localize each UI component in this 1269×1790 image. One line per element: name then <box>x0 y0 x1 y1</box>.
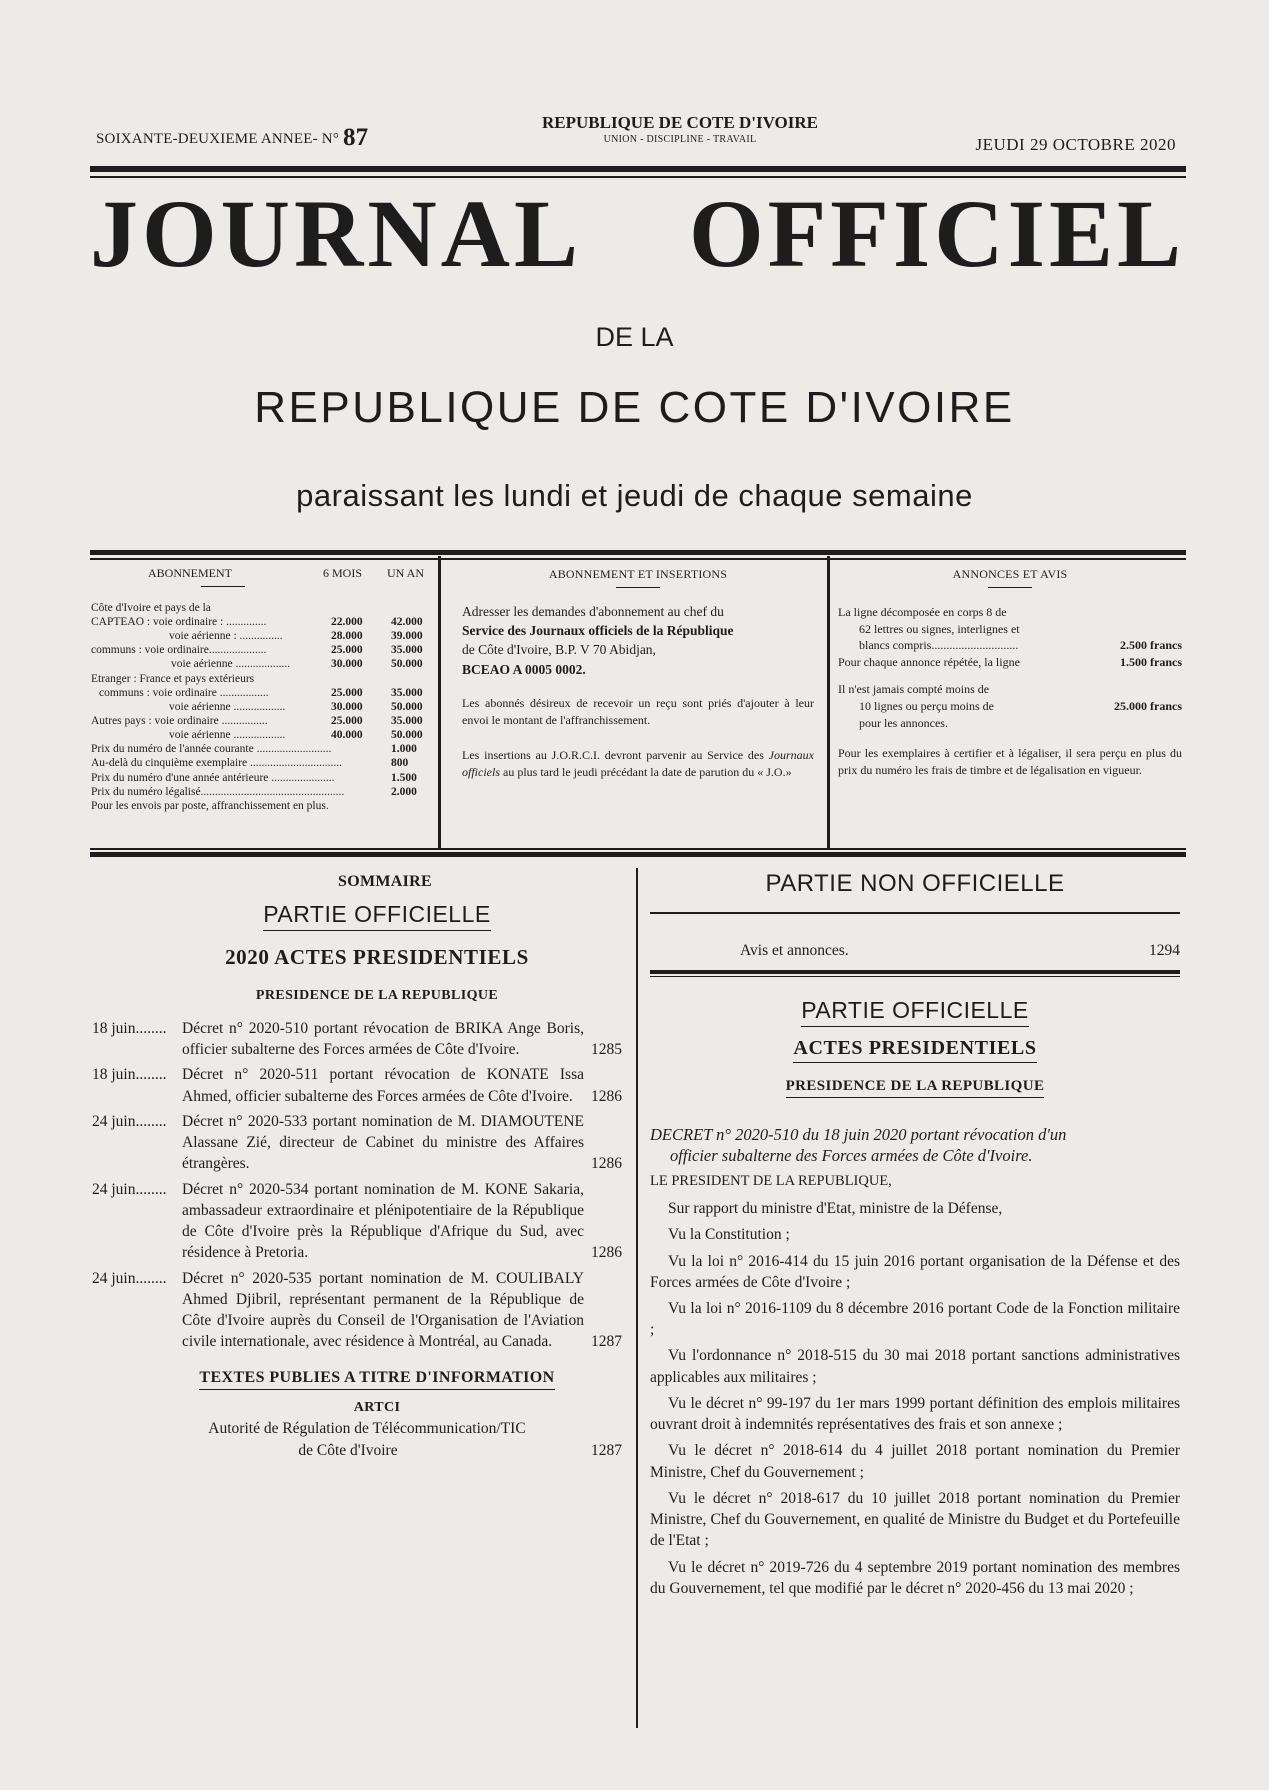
entry-text: Décret n° 2020-533 portant nomination de M. DIAMOUTENE Alassane Zié, directeur de Cabinet du ministre des Affaires étrangères. <box>182 1112 584 1173</box>
boxes-bottom-rule-thick <box>90 852 1186 857</box>
visa-paragraph: Vu la loi n° 2016-1109 du 8 décembre 2016 portant Code de la Fonction militaire ; <box>650 1299 1180 1339</box>
annonces-l4-row <box>838 654 1182 671</box>
entry-page: 1286 <box>591 1155 622 1173</box>
annonces-l4-value: 1.500 francs <box>1120 655 1182 670</box>
insertions-p1-d: BCEAO A 0005 0002. <box>462 661 586 677</box>
insertions-p1 <box>462 602 814 679</box>
year-label: SOIXANTE-DEUXIEME ANNEE- N° <box>96 131 340 147</box>
box-divider-2 <box>827 556 830 848</box>
entry-date: 24 juin........ <box>92 1269 167 1287</box>
annonces-title: ANNONCES ET AVIS <box>952 567 1068 581</box>
motto: UNION - DISCIPLINE - TRAVAIL <box>603 134 757 145</box>
visa-paragraph: Vu le décret n° 99-197 du 1er mars 1999 portant définition des emplois militaires ouvrant droit à indemnités représentatives des frais et son annexe ; <box>650 1394 1180 1434</box>
visa-paragraph: Vu le décret n° 2018-617 du 10 juillet 2018 portant nomination du Premier Ministre, Chef du Gouvernement, en qualité de Ministre du Budget et du Portefeuille de l'Etat ; <box>650 1489 1180 1550</box>
decret-title-1: DECRET n° 2020-510 du 18 juin 2020 portant révocation d'un <box>650 1124 1067 1144</box>
title-word-journal: JOURNAL <box>90 180 583 287</box>
row-un-an: 50.000 <box>391 658 423 671</box>
republic-header <box>520 113 840 145</box>
artci-page: 1287 <box>591 1441 622 1459</box>
row-un-an: 39.000 <box>391 630 423 643</box>
annonces-head-rule <box>988 587 1032 588</box>
row-un-an: 35.000 <box>391 714 423 727</box>
sommaire-column <box>92 873 622 1460</box>
entry-page: 1285 <box>591 1041 622 1059</box>
column-divider <box>636 868 638 1728</box>
entry-text: Décret n° 2020-511 portant révocation de KONATE Issa Ahmed, officier subalterne des Forces armées de Côte d'Ivoire. <box>182 1066 584 1105</box>
annonces-l1: La ligne décomposée en corps 8 de <box>838 604 1007 619</box>
annonces-box <box>838 566 1182 779</box>
artci-title: ARTCI <box>353 1399 401 1415</box>
president-line: LE PRESIDENT DE LA REPUBLIQUE, <box>650 1173 892 1190</box>
abonnement-head-rule <box>201 586 245 587</box>
entry-date: 18 juin........ <box>92 1066 167 1084</box>
entry-date: 24 juin........ <box>92 1112 167 1130</box>
table-row <box>91 756 431 770</box>
annonces-l7: pour les annonces. <box>859 715 948 730</box>
annonces-l3: blancs compris............................. <box>859 638 1019 653</box>
textes-wrap <box>92 1369 622 1390</box>
entry-page: 1286 <box>591 1244 622 1262</box>
row-6mois: 25.000 <box>331 714 363 727</box>
visa-paragraph: Vu le décret n° 2019-726 du 4 septembre 2019 portant nomination des membres du Gouvernement, tel que modifié par le décret n° 2020-456 du 13 mai 2020 ; <box>650 1558 1180 1597</box>
insertions-p3 <box>462 747 814 781</box>
insertions-head-rule <box>616 587 660 588</box>
table-row <box>91 643 431 657</box>
issue-number: 87 <box>342 124 369 151</box>
visa-paragraph: Vu l'ordonnance n° 2018-515 du 30 mai 2018 portant sanctions administratives applicables aux militaires ; <box>650 1347 1180 1386</box>
row-label: voie aérienne : ............... <box>169 630 283 643</box>
row-label: Etranger : France et pays extérieurs <box>91 672 255 685</box>
boxes-bottom-rule-thin <box>90 848 1186 850</box>
table-row <box>91 601 431 615</box>
avis-rule-thin <box>650 976 1180 977</box>
row-6mois <box>331 672 377 686</box>
abonnement-head <box>91 566 431 582</box>
artci-line-1: Autorité de Régulation de Télécommunication/TIC <box>208 1419 526 1437</box>
row-6mois <box>331 601 377 615</box>
row-label: voie aérienne ................... <box>171 658 291 671</box>
annonces-l4: Pour chaque annonce répétée, la ligne <box>838 655 1020 670</box>
table-row <box>91 629 431 643</box>
table-row <box>91 742 431 756</box>
insertions-box <box>462 566 814 781</box>
box-divider-1 <box>438 556 441 848</box>
boxes-top-rule-thick <box>90 550 1186 555</box>
list-item <box>92 1111 622 1175</box>
entry-text: Décret n° 2020-535 portant nomination de M. COULIBALY Ahmed Djibril, représentant permanent de la République de Côte d'Ivoire auprès du Conseil de l'Organisation de l'Aviation civile internationale, avec résidence à Montréal, au Canada. <box>182 1269 584 1351</box>
sommaire-partie-wrap <box>92 901 622 931</box>
journal-title <box>90 180 1185 287</box>
col-6-mois: 6 MOIS <box>323 566 363 580</box>
row-6mois: 25.000 <box>331 686 363 699</box>
visa-paragraph: Vu le décret n° 2018-614 du 4 juillet 2018 portant nomination du Premier Ministre, Chef du Gouvernement ; <box>650 1442 1180 1481</box>
row-6mois: 25.000 <box>331 644 363 657</box>
row-un-an: 42.000 <box>391 615 423 628</box>
table-row <box>91 785 431 799</box>
annonces-l3-value: 2.500 francs <box>1120 638 1182 653</box>
entry-page: 1286 <box>591 1087 622 1105</box>
partie-non-officielle: PARTIE NON OFFICIELLE <box>765 870 1065 897</box>
sommaire-actes: 2020 ACTES PRESIDENTIELS <box>225 945 529 969</box>
insertions-p1-c: de Côte d'Ivoire, B.P. V 70 Abidjan, <box>462 642 656 658</box>
entry-date: 18 juin........ <box>92 1020 167 1037</box>
republic-name: REPUBLIQUE DE COTE D'IVOIRE <box>542 113 818 132</box>
actes-presidentiels: ACTES PRESIDENTIELS <box>793 1037 1036 1063</box>
line-value: 1.000 <box>391 743 417 756</box>
col-un-an: UN AN <box>387 566 425 580</box>
partie-officielle: PARTIE OFFICIELLE <box>801 997 1028 1027</box>
issue-date: JEUDI 29 OCTOBRE 2020 <box>975 135 1176 154</box>
issue-line <box>96 124 368 152</box>
row-label: Autres pays : voie ordinaire ................ <box>91 714 268 727</box>
abonnement-title: ABONNEMENT <box>148 566 232 580</box>
abonnement-table <box>91 601 431 742</box>
presidence: PRESIDENCE DE LA REPUBLIQUE <box>786 1078 1045 1098</box>
masthead-rule-thick <box>90 166 1186 172</box>
row-label: communs : voie ordinaire ................. <box>99 686 269 699</box>
table-row <box>91 771 431 785</box>
boxes-top-rule-thin <box>90 558 1186 560</box>
row-6mois: 22.000 <box>331 615 363 628</box>
table-row <box>91 700 431 714</box>
row-un-an <box>377 672 431 686</box>
entry-page: 1287 <box>591 1333 622 1351</box>
entry-text: Décret n° 2020-510 portant révocation de BRIKA Ange Boris, officier subalterne des Forces armées de Côte d'Ivoire. <box>182 1020 584 1059</box>
textes-publies: TEXTES PUBLIES A TITRE D'INFORMATION <box>199 1369 554 1390</box>
prix-table <box>91 742 431 799</box>
sommaire-list <box>92 1018 622 1353</box>
table-row <box>91 672 431 686</box>
avis-label: Avis et annonces. <box>740 941 849 959</box>
table-row <box>91 728 431 742</box>
de-la: DE LA <box>595 322 674 352</box>
artci-line-2-row <box>92 1442 622 1460</box>
parution-line: paraissant les lundi et jeudi de chaque semaine <box>296 478 973 513</box>
insertions-p3-b: Journaux officiels <box>462 747 814 779</box>
decret-title <box>650 1124 1180 1168</box>
row-6mois: 30.000 <box>331 700 363 713</box>
list-item <box>92 1064 622 1106</box>
line-label: Prix du numéro légalisé.................................................. <box>91 785 345 798</box>
row-label: Côte d'Ivoire et pays de la <box>91 601 211 614</box>
sommaire-presidence: PRESIDENCE DE LA REPUBLIQUE <box>255 988 499 1003</box>
row-un-an: 35.000 <box>391 644 423 657</box>
avis-page: 1294 <box>1149 941 1180 959</box>
annonces-l6: 10 lignes ou perçu moins de <box>859 698 994 713</box>
line-label: Prix du numéro de l'année courante .......................... <box>91 743 332 756</box>
row-label: voie aérienne .................. <box>169 729 286 742</box>
annonces-l3-row <box>838 637 1182 654</box>
row-6mois: 30.000 <box>331 658 363 671</box>
insertions-title: ABONNEMENT ET INSERTIONS <box>548 567 728 581</box>
table-row <box>91 657 431 671</box>
insertions-p1-a: Adresser les demandes d'abonnement au chef du <box>462 604 724 620</box>
annonces-l2: 62 lettres ou signes, interlignes et <box>859 621 1020 636</box>
abonnement-footer: Pour les envois par poste, affranchissement en plus. <box>91 799 329 812</box>
row-label: voie aérienne .................. <box>169 700 286 713</box>
abonnement-box <box>91 566 431 814</box>
avis-rule-thick <box>650 970 1180 974</box>
annonces-l6-value: 25.000 francs <box>1114 698 1182 713</box>
line-label: Prix du numéro d'une année antérieure ...................... <box>91 771 335 784</box>
row-un-an: 50.000 <box>391 700 423 713</box>
avis-row <box>650 942 1180 960</box>
row-un-an: 35.000 <box>391 686 423 699</box>
entry-text: Décret n° 2020-534 portant nomination de M. KONE Sakaria, ambassadeur extraordinaire et plénipotentiaire de la République de Côte d'Ivoire près la République d'Afrique du Sud, avec résidence à Pretoria. <box>182 1180 584 1262</box>
visa-paragraph: Sur rapport du ministre d'Etat, ministre de la Défense, <box>668 1200 1003 1218</box>
actes-wrap <box>650 1037 1180 1063</box>
republic-title: REPUBLIQUE DE COTE D'IVOIRE <box>254 383 1015 432</box>
sommaire-title: SOMMAIRE <box>338 873 432 890</box>
annonces-l5: Il n'est jamais compté moins de <box>838 681 990 696</box>
masthead-rule-thin <box>90 176 1186 178</box>
table-row <box>91 686 431 700</box>
insertions-p1-b: Service des Journaux officiels de la République <box>462 623 734 639</box>
line-value: 800 <box>391 757 409 770</box>
line-value: 1.500 <box>391 771 417 784</box>
row-label: communs : voie ordinaire.................... <box>91 644 267 657</box>
decret-title-2: officier subalterne des Forces armées de Côte d'Ivoire. <box>670 1146 1033 1166</box>
row-label: CAPTEAO : voie ordinaire : .............. <box>91 615 267 628</box>
right-column <box>650 870 1180 1604</box>
line-value: 2.000 <box>391 785 417 798</box>
visa-paragraph: Vu la Constitution ; <box>668 1226 790 1244</box>
visa-paragraph: Vu la loi n° 2016-414 du 15 juin 2016 portant organisation de la Défense et des Forces armées de Côte d'Ivoire ; <box>650 1252 1180 1291</box>
partie-officielle-wrap <box>650 997 1180 1027</box>
insertions-p2: Les abonnés désireux de recevoir un reçu sont priés d'ajouter à leur envoi le montant de l'affranchissement. <box>462 695 814 727</box>
list-item <box>92 1018 622 1060</box>
artci-line-2: de Côte d'Ivoire <box>298 1441 398 1459</box>
line-label: Au-delà du cinquième exemplaire ................................ <box>91 757 343 770</box>
entry-date: 24 juin........ <box>92 1180 167 1198</box>
row-un-an <box>377 601 431 615</box>
non-officielle-rule <box>650 912 1180 914</box>
presidence-wrap <box>650 1077 1180 1098</box>
row-un-an: 50.000 <box>391 729 423 742</box>
row-6mois: 28.000 <box>331 630 363 643</box>
list-item <box>92 1179 622 1264</box>
annonces-l6-row <box>838 698 1182 715</box>
insertions-p3-c: au plus tard le jeudi précédant la date de parution du « J.O.» <box>503 764 792 779</box>
row-6mois: 40.000 <box>331 729 363 742</box>
table-row <box>91 615 431 629</box>
insertions-p3-a: Les insertions au J.O.R.C.I. devront parvenir au Service des <box>462 747 764 762</box>
table-row <box>91 714 431 728</box>
list-item <box>92 1268 622 1353</box>
sommaire-partie: PARTIE OFFICIELLE <box>263 901 490 931</box>
title-word-officiel: OFFICIEL <box>688 180 1185 287</box>
annonces-final: Pour les exemplaires à certifier et à légaliser, il sera perçu en plus du prix du numéro les frais de timbre et de légalisation en vigueur. <box>838 746 1182 778</box>
